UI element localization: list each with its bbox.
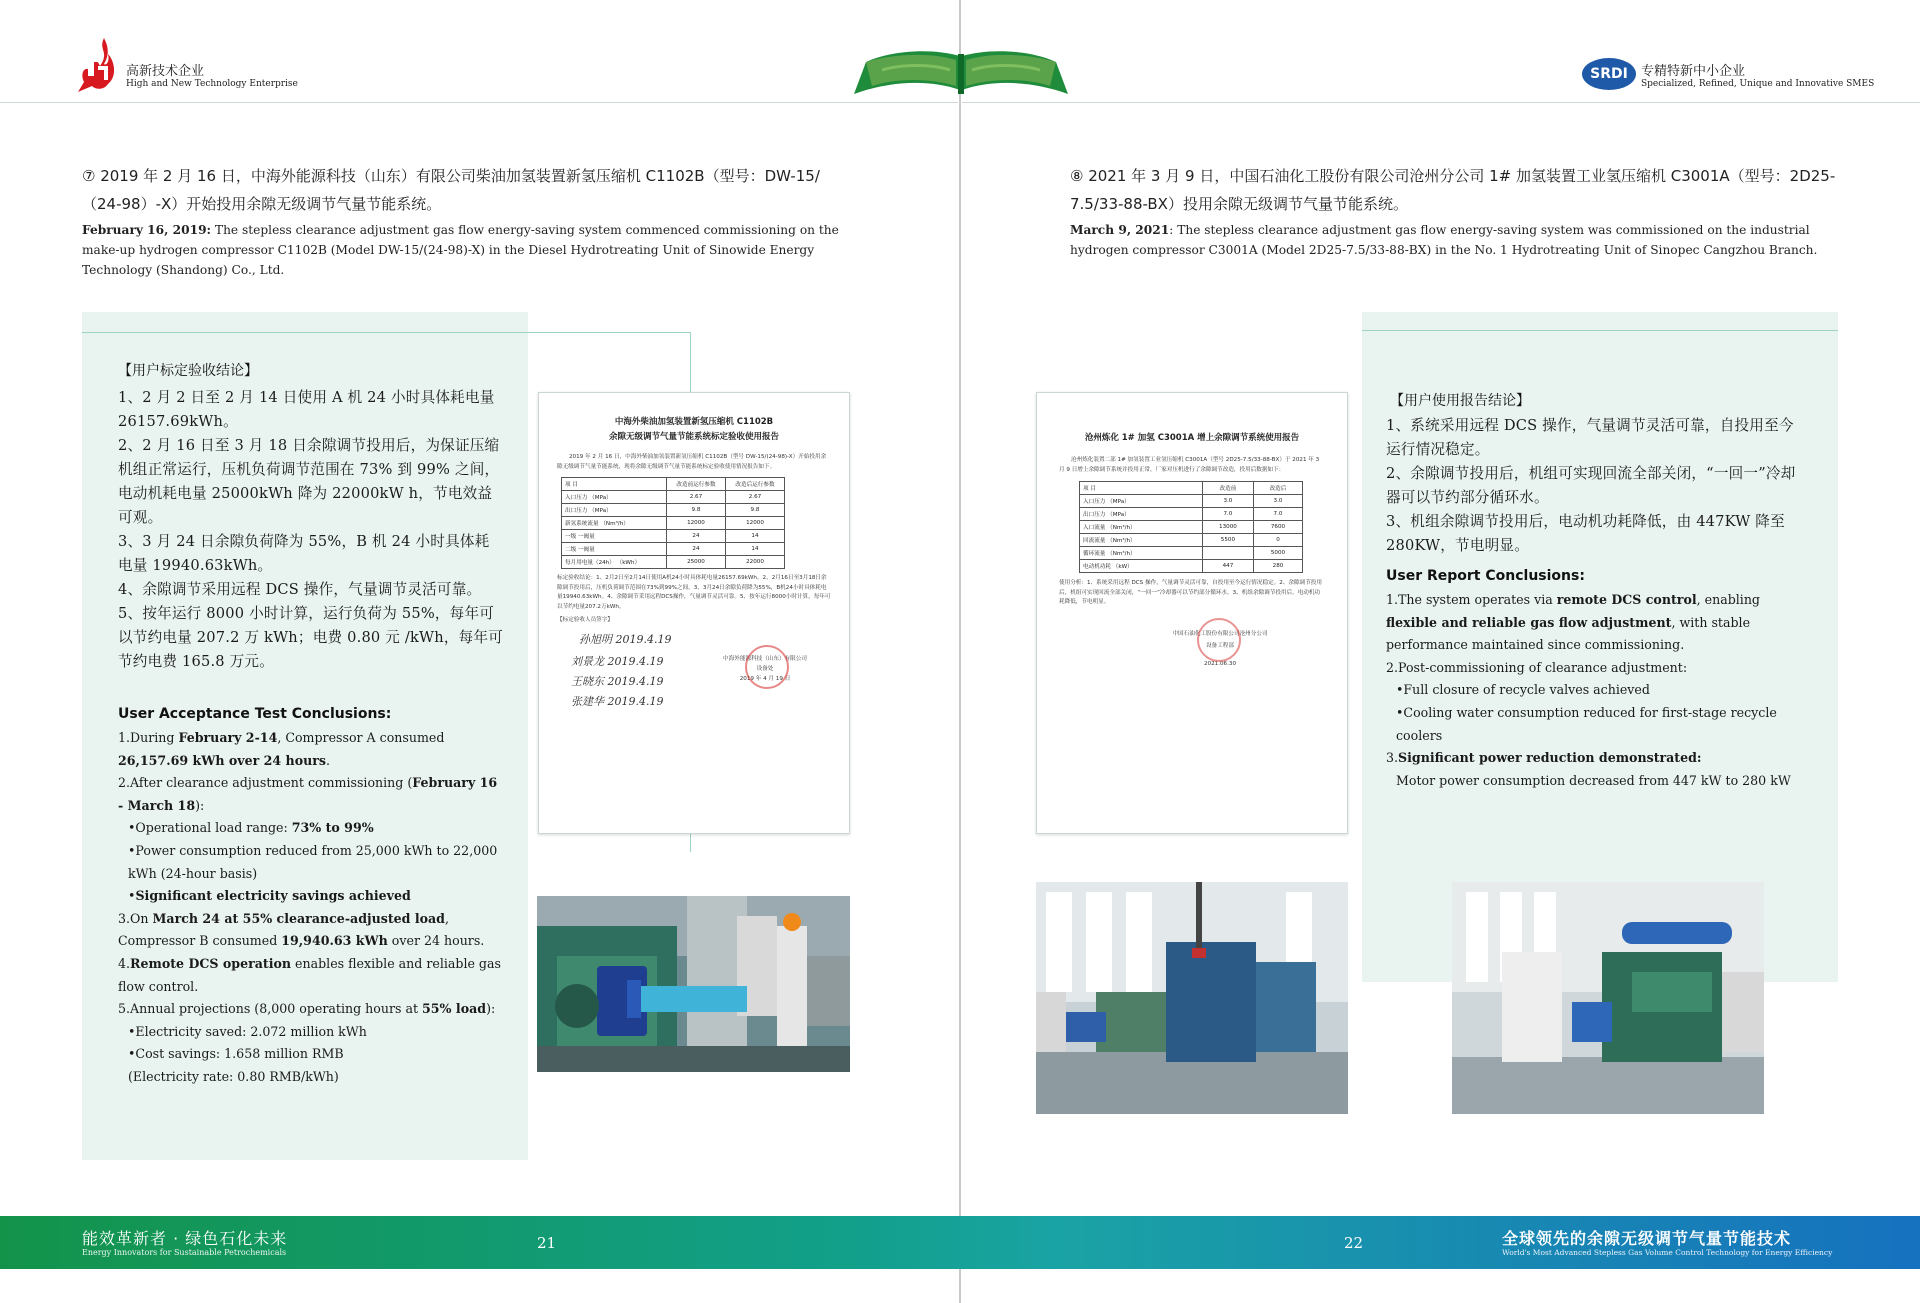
header-rule-right <box>962 102 1920 103</box>
page-number-left: 21 <box>537 1234 557 1252</box>
list-item: 3、机组余隙调节投用后，电动机功耗降低，由 447KW 降至 280KW，节电明显。 <box>1386 513 1785 554</box>
list-item: 4、余隙调节采用远程 DCS 操作，气量调节灵活可靠。 <box>118 581 482 598</box>
doc-notes: 使用分析：1、系统采用远程 DCS 操作，气量调节灵活可靠，自投用至今运行情况稳定。2、余隙调节投用后，机组可实现回流全部关闭，“一回一”冷却器可以节约部分循环水。3、机组余隙调节投用后，电动机功耗降低，节电明显。 <box>1059 580 1322 606</box>
list-item: •Power consumption reduced from 25,000 kWh to 22,000 kWh (24-hour basis) <box>128 842 498 881</box>
compressor-hall-photo-1 <box>1036 882 1348 1114</box>
doc-org: 中海外能源科技（山东）有限公司 <box>723 656 807 663</box>
header-rule-left <box>0 102 958 103</box>
compressor-hall-photo-2 <box>1452 882 1764 1114</box>
header-right-title: 专精特新中小企业 <box>1641 64 1746 79</box>
srdi-logo: SRDI <box>1582 58 1636 90</box>
acceptance-report-document <box>538 392 850 834</box>
right-intro-en <box>1070 220 1840 260</box>
list-item: 2、余隙调节投用后，机组可实现回流全部关闭，“一回一”冷却器可以节约部分循环水。 <box>1386 465 1796 506</box>
table-row: 项 目 改造前运行参数 改造后运行参数 <box>562 478 785 491</box>
table-row: 回流流量 （Nm³/h） 5500 0 <box>1080 534 1303 547</box>
table-row: 新氢系统流量 （Nm³/h） 12000 12000 <box>562 517 785 530</box>
left-intro-body: The stepless clearance adjustment gas flow energy-saving system commenced commissioning on the make-up hydrogen compressor C1102B (Model DW-15/(24-98)-X) in the Diesel Hydrotreating Unit of Sinowide Energy Technology (Shandong) Co., Ltd. <box>82 223 839 277</box>
table-row: 循环流量 （Nm³/h） 5000 <box>1080 547 1303 560</box>
signature: 孙旭明 2019.4.19 <box>579 633 672 647</box>
list-item: 5、按年运行 8000 小时计算，运行负荷为 55%，每年可以节约电量 207.2 万 kWh；电费 0.80 元 /kWh，每年可节约电费 165.8 万元。 <box>118 605 504 670</box>
doc-dept: 设备处 <box>756 666 774 673</box>
doc-date: 2021.06.30 <box>1203 660 1237 667</box>
doc-dept: 设备工程部 <box>1206 642 1234 649</box>
doc-signature-block <box>1059 608 1325 678</box>
table-row: 二级 一阀量 24 14 <box>562 543 785 556</box>
footer-left-slogan: 能效革新者 · 绿色石化未来 <box>82 1229 288 1248</box>
doc-signature-block <box>557 625 831 711</box>
table-row: 入口压力 （MPa） 2.67 2.67 <box>562 491 785 504</box>
left-intro-en <box>82 220 850 280</box>
list-item: •Operational load range: 73% to 99% <box>128 820 374 836</box>
footer-left-slogan-en: Energy Innovators for Sustainable Petrochemicals <box>82 1248 287 1257</box>
list-item: Motor power consumption decreased from 447 kW to 280 kW <box>1396 772 1791 788</box>
table-row: 入口压力 （MPa） 3.0 3.0 <box>1080 495 1303 508</box>
red-seal <box>1197 618 1241 662</box>
table-row: 出口压力 （MPa） 7.0 7.0 <box>1080 508 1303 521</box>
list-item: •Cost savings: 1.658 million RMB <box>128 1046 344 1062</box>
usage-report-document <box>1036 392 1348 834</box>
list-item: 2、2 月 16 日至 3 月 18 日余隙调节投用后，为保证压缩机组正常运行，压机负荷调节范围在 73% 到 99% 之间，电动机耗电量 25000kWh 降为 22000kW h，节电效益可观。 <box>118 437 500 526</box>
table-row: 出口压力 （MPa） 9.8 9.8 <box>562 504 785 517</box>
right-intro-body: : The stepless clearance adjustment gas flow energy-saving system was commissioned on the industrial hydrogen compressor C3001A (Model 2D25-7.5/33-88-BX) in the No. 1 Hydrotreating Unit of Sinopec Cangzhou Branch. <box>1070 223 1818 257</box>
header-left-title: 高新技术企业 <box>126 64 205 79</box>
doc-paragraph: 2019 年 2 月 16 日，中海外柴油加氢装置新氢压缩机 C1102B（型号 DW-15/(24-98)-X）开始投用余隙无级调节气量节能系统，现将余隙无级调节气量节能系统标定验收使用情况报告如下。 <box>557 454 827 470</box>
list-item: 3.Significant power reduction demonstrated: <box>1386 750 1702 766</box>
high-tech-flame-logo <box>74 36 122 94</box>
signature: 张建华 2019.4.19 <box>571 695 664 709</box>
left-intro-date: February 16, 2019: <box>82 223 212 237</box>
table-row: 一级 一阀量 24 14 <box>562 530 785 543</box>
left-cn-conclusions <box>118 386 504 674</box>
table-row: 项 目 改造前 改造后 <box>1080 482 1303 495</box>
list-item: 2.After clearance adjustment commissioning (February 16 - March 18): <box>118 775 498 813</box>
doc-table <box>561 477 785 569</box>
list-item: 5.Annual projections (8,000 operating hours at 55% load): <box>118 1001 496 1017</box>
doc-title-line1: 中海外柴油加氢装置新氢压缩机 C1102B <box>614 417 774 427</box>
page-gutter <box>959 0 961 1303</box>
list-item: 1、系统采用远程 DCS 操作，气量调节灵活可靠，自投用至今运行情况稳定。 <box>1386 417 1794 458</box>
right-en-conclusions <box>1386 589 1804 792</box>
left-cn-section-title: 【用户标定验收结论】 <box>118 363 258 379</box>
list-item: 1、2 月 2 日至 2 月 14 日使用 A 机 24 小时具体耗电量 26157.69kWh。 <box>118 389 495 430</box>
table-row: 入口流量 （Nm³/h） 13000 7600 <box>1080 521 1303 534</box>
open-book-icon <box>852 50 1070 96</box>
right-intro-date: March 9, 2021 <box>1070 223 1170 237</box>
red-seal <box>745 645 789 689</box>
right-intro-cn: ⑧ 2021 年 3 月 9 日，中国石油化工股份有限公司沧州分公司 1# 加氢装置工业氢压缩机 C3001A（型号：2D25-7.5/33-88-BX）投用余隙无级调节气量节能系统。 <box>1070 167 1836 213</box>
list-item: 3、3 月 24 日余隙负荷降为 55%，B 机 24 小时具体耗电量 19940.63kWh。 <box>118 533 490 574</box>
right-panel-outline-top <box>1362 330 1838 331</box>
list-item: 1.The system operates via remote DCS control, enabling flexible and reliable gas flow adjustment, with stable performance maintained since commissioning. <box>1386 592 1760 653</box>
list-item: 4.Remote DCS operation enables flexible and reliable gas flow control. <box>118 955 501 994</box>
list-item: •Cooling water consumption reduced for first-stage recycle coolers <box>1396 704 1777 743</box>
list-item: 3.On March 24 at 55% clearance-adjusted load, Compressor B consumed 19,940.63 kWh over 24 hours. <box>118 910 485 949</box>
doc-title-line2: 余隙无级调节气量节能系统标定验收使用报告 <box>608 432 779 442</box>
table-row: 每月用电量（24h） （kWh） 25000 22000 <box>562 556 785 569</box>
doc-sign-label: 【标定验收人员签字】 <box>557 616 613 623</box>
doc-date: 2019 年 4 月 19 日 <box>739 676 791 683</box>
list-item: 2.Post-commissioning of clearance adjustment: <box>1386 659 1688 675</box>
list-item: •Full closure of recycle valves achieved <box>1396 682 1650 698</box>
page-number-right: 22 <box>1344 1234 1364 1252</box>
list-item: (Electricity rate: 0.80 RMB/kWh) <box>128 1068 339 1084</box>
header-right-subtitle: Specialized, Refined, Unique and Innovative SMES <box>1641 79 1875 89</box>
signature: 刘景龙 2019.4.19 <box>571 655 664 669</box>
left-en-section-title: User Acceptance Test Conclusions: <box>118 706 392 722</box>
table-row: 电动机功耗 （kW） 447 280 <box>1080 560 1303 573</box>
right-cn-section-title: 【用户使用报告结论】 <box>1390 393 1530 409</box>
right-cn-conclusions <box>1386 414 1802 558</box>
list-item: 1.During February 2-14, Compressor A consumed 26,157.69 kWh over 24 hours. <box>118 730 445 768</box>
doc-org: 中国石油化工股份有限公司沧州分公司 <box>1172 630 1268 637</box>
left-panel-outline-top <box>82 332 690 333</box>
doc-title: 沧州炼化 1# 加氢 C3001A 增上余隙调节系统使用报告 <box>1084 433 1300 443</box>
footer-right-slogan-en: World's Most Advanced Stepless Gas Volume Control Technology for Energy Efficiency <box>1502 1248 1833 1257</box>
left-intro-cn: ⑦ 2019 年 2 月 16 日，中海外能源科技（山东）有限公司柴油加氢装置新氢压缩机 C1102B（型号：DW-15/（24-98）-X）开始投用余隙无级调节气量节能系统。 <box>82 167 820 213</box>
right-en-section-title: User Report Conclusions: <box>1386 568 1585 584</box>
doc-notes: 标定验收结论：1、2月2日至2月14日使用A机24小时具体耗电量26157.69kWh。2、2月16日至3月18日余隙调节投用后，压机负荷调节范围在73%到99%之间。3、3月24日余隙负荷降为55%，B机24小时具体耗电量19940.63kWh。4、余隙调节采用远程DCS操作，气量调节灵活可靠。5、按年运行8000小时计算，每年可以节约电量207.2万kWh。 <box>557 575 831 610</box>
doc-table <box>1079 481 1303 573</box>
signature: 王晓东 2019.4.19 <box>571 675 664 689</box>
compressor-photo-left <box>537 896 850 1072</box>
doc-paragraph: 沧州炼化装置二部 1# 加氢装置工业氢压缩机 C3001A（型号 2D25-7.5/33-88-BX）于 2021 年 3 月 9 日增上余隙调节系统并投用正常，厂家对压机进行了余隙调节改造，投用后数据如下： <box>1059 457 1320 473</box>
list-item: •Significant electricity savings achieved <box>128 888 411 904</box>
header-left-subtitle: High and New Technology Enterprise <box>126 79 298 89</box>
left-en-conclusions <box>118 727 506 1089</box>
list-item: •Electricity saved: 2.072 million kWh <box>128 1023 367 1039</box>
footer-right-slogan: 全球领先的余隙无级调节气量节能技术 <box>1502 1229 1792 1248</box>
